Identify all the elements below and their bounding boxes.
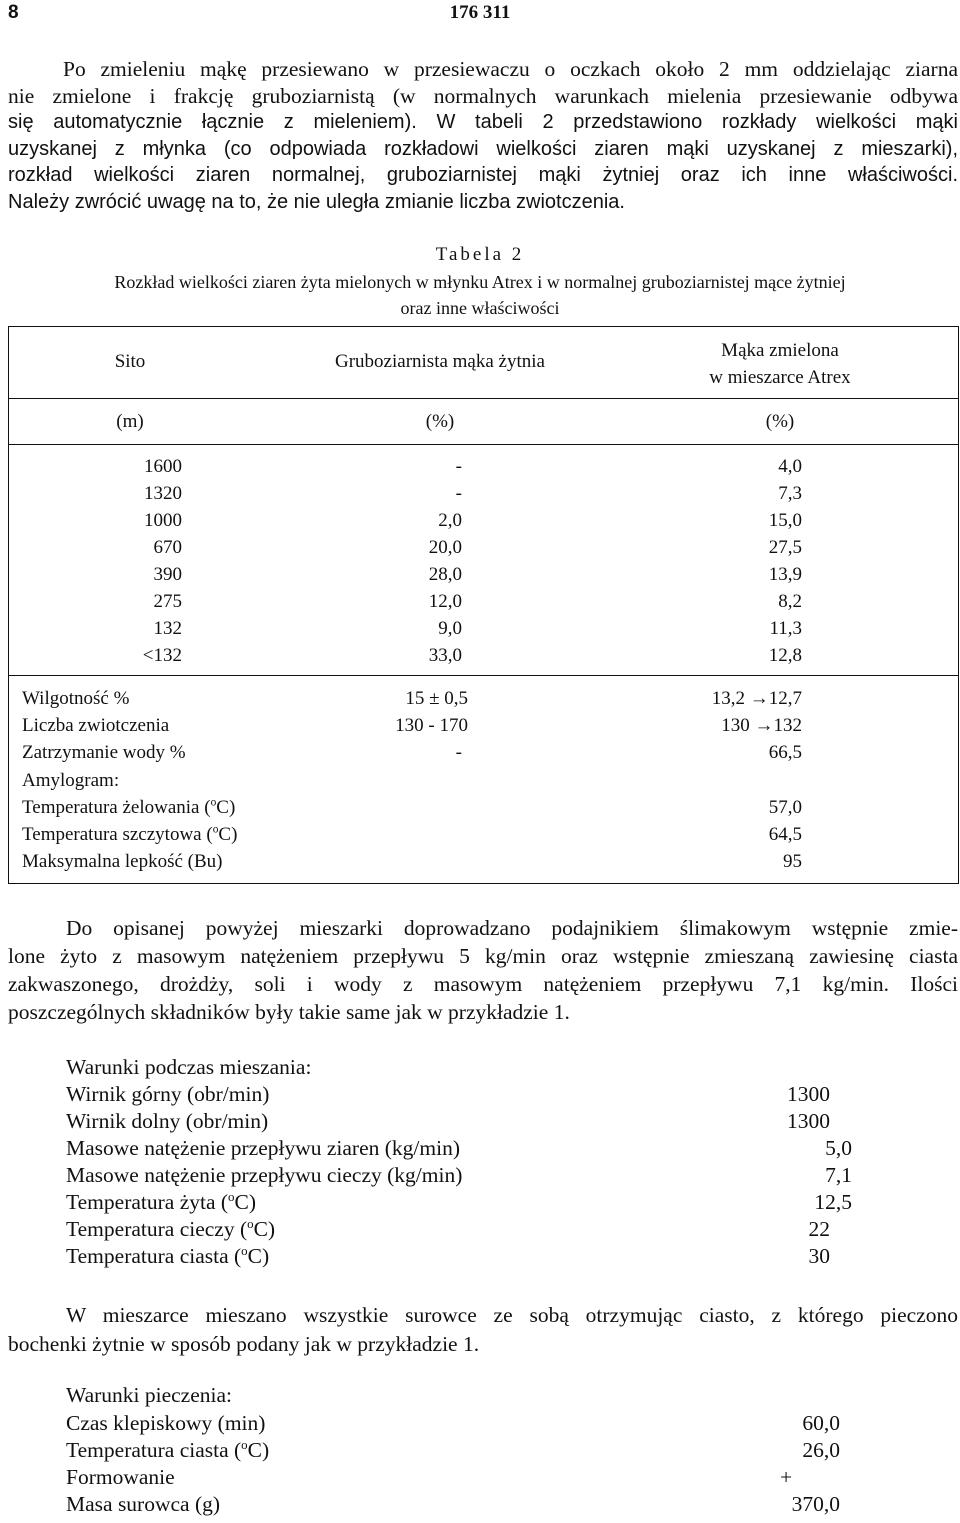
baking-value: 26,0 (802, 1438, 840, 1462)
cell-grubo: 2,0 (438, 510, 462, 531)
mixing-value: 7,1 (825, 1163, 852, 1187)
text-line: zakwaszonego, drożdży, soli i wody z masowym natężeniem przepływu 7,1 kg/min. Ilości (8, 972, 958, 996)
cell-atrex: 57,0 (768, 797, 802, 818)
text-line: bochenki żytnie w sposób podany jak w przykładzie 1. (8, 1332, 480, 1356)
column-header-grubo: Gruboziarnista mąka żytnia (335, 351, 545, 372)
body-paragraph (8, 1301, 958, 1359)
baking-heading: Warunki pieczenia: (66, 1383, 233, 1407)
baking-label: Czas klepiskowy (min) (66, 1411, 266, 1435)
cell-sito: 1320 (144, 483, 182, 504)
table-title: Tabela 2 (435, 244, 525, 265)
cell-sito: 390 (153, 564, 182, 585)
column-header-atrex: w mieszarce Atrex (709, 367, 851, 388)
body-paragraph (8, 914, 958, 1026)
text-line: Do opisanej powyżej mieszarki doprowadzano podajnikiem ślimakowym wstępnie zmie- (66, 916, 958, 940)
cell-grubo: 9,0 (438, 618, 462, 639)
cell-grubo: 15 ± 0,5 (405, 688, 468, 709)
cell-grubo: 12,0 (428, 591, 462, 612)
cell-grubo: - (455, 456, 462, 477)
intro-paragraph (8, 56, 958, 215)
table-divider (8, 675, 959, 676)
cell-atrex: 11,3 (769, 618, 802, 639)
cell-atrex: 13,2 →12,7 (711, 688, 802, 709)
mixing-label: Masowe natężenie przepływu ziaren (kg/min) (66, 1136, 461, 1160)
mixing-value: 22 (808, 1217, 830, 1241)
cell-sito: 1600 (144, 456, 182, 477)
cell-sito: 1000 (144, 510, 182, 531)
property-label: Liczba zwiotczenia (22, 715, 170, 736)
cell-grubo: 20,0 (428, 537, 462, 558)
cell-grubo: 130 - 170 (395, 715, 468, 736)
cell-atrex: 64,5 (768, 824, 802, 845)
mixing-heading: Warunki podczas mieszania: (66, 1055, 312, 1079)
column-header-atrex: Mąka zmielona (721, 340, 839, 361)
cell-atrex: 130 →132 (721, 715, 802, 736)
cell-atrex: 7,3 (778, 483, 802, 504)
cell-grubo: 33,0 (428, 645, 462, 666)
cell-atrex: 66,5 (768, 742, 802, 763)
mixing-label: Temperatura żyta ($^o$C) (66, 1189, 256, 1214)
cell-atrex: 8,2 (778, 591, 802, 612)
text-line: W mieszarce mieszano wszystkie surowce ze sobą otrzymując ciasto, z którego pieczono (66, 1303, 958, 1327)
text-line: uzyskanej z młynka (co odpowiada rozkładowi wielkości ziaren mąki uzyskanej z mieszarki), (8, 137, 958, 160)
baking-label: Masa surowca (g) (66, 1492, 221, 1516)
unit-label: (m) (116, 411, 144, 432)
mixing-label: Masowe natężenie przepływu cieczy (kg/min) (66, 1163, 463, 1187)
cell-sito: 670 (153, 537, 182, 558)
mixing-value: 1300 (787, 1082, 830, 1106)
cell-atrex: 95 (783, 851, 802, 872)
mixing-value: 30 (808, 1244, 830, 1268)
text-line: nie zmielone i frakcję gruboziarnistą (w normalnych warunkach mielenia przesiewanie odbywa (8, 83, 958, 108)
cell-atrex: 13,9 (768, 564, 802, 585)
table-divider (8, 444, 959, 445)
cell-sito: 132 (153, 618, 182, 639)
mixing-value: 12,5 (814, 1190, 852, 1214)
unit-label: (%) (425, 411, 455, 432)
cell-grubo: 28,0 (428, 564, 462, 585)
text-line: Po zmieleniu mąkę przesiewano w przesiewaczu o oczkach około 2 mm oddzielając ziarna (63, 57, 958, 81)
page-number: 8 (8, 2, 19, 23)
property-label: Temperatura szczytowa ($^o$C) (22, 823, 238, 845)
baking-label: Formowanie (66, 1465, 175, 1489)
text-line: Należy zwrócić uwagę na to, że nie uległa zmianie liczba zwiotczenia. (8, 190, 625, 213)
cell-sito: 275 (153, 591, 182, 612)
table-divider (8, 398, 959, 399)
mixing-label: Temperatura ciasta ($^o$C) (66, 1243, 270, 1268)
mixing-label: Wirnik górny (obr/min) (66, 1082, 270, 1106)
text-line: poszczególnych składników były takie same jak w przykładzie 1. (8, 1000, 570, 1024)
property-label: Amylogram: (22, 770, 120, 791)
property-label: Wilgotność % (22, 688, 130, 709)
mixing-label: Wirnik dolny (obr/min) (66, 1109, 269, 1133)
text-line: się automatycznie łącznie z mieleniem). W tabeli 2 przedstawiono rozkłady wielkości mąki (8, 111, 958, 133)
baking-value: + (780, 1465, 793, 1489)
mixing-value: 5,0 (825, 1136, 852, 1160)
cell-atrex: 27,5 (768, 537, 802, 558)
cell-grubo: - (455, 742, 462, 763)
patent-number: 176 311 (449, 2, 511, 23)
property-label: Maksymalna lepkość (Bu) (22, 851, 223, 872)
cell-atrex: 15,0 (768, 510, 802, 531)
cell-grubo: - (455, 483, 462, 504)
table-caption: Rozkład wielkości ziaren żyta mielonych w młynku Atrex i w normalnej gruboziarnistej mące żytniej (114, 272, 846, 292)
cell-atrex: 12,8 (768, 645, 802, 666)
column-header-sito: Sito (114, 351, 146, 372)
mixing-label: Temperatura cieczy ($^o$C) (66, 1216, 276, 1241)
mixing-value: 1300 (787, 1109, 830, 1133)
table-caption: oraz inne właściwości (400, 298, 560, 318)
text-line: lone żyto z masowym natężeniem przepływu 5 kg/min oraz wstępnie zmieszaną zawiesinę ciasta (8, 944, 958, 968)
property-label: Temperatura żelowania ($^o$C) (22, 796, 236, 818)
baking-value: 370,0 (791, 1492, 840, 1516)
cell-sito: <132 (142, 645, 182, 666)
text-line: rozkład wielkości ziaren normalnej, gruboziarnistej mąki żytniej oraz ich inne właściwości. (8, 164, 958, 186)
baking-label: Temperatura ciasta ($^o$C) (66, 1437, 270, 1462)
baking-value: 60,0 (802, 1411, 840, 1435)
property-label: Zatrzymanie wody % (22, 742, 186, 763)
cell-atrex: 4,0 (778, 456, 802, 477)
unit-label: (%) (765, 411, 795, 432)
